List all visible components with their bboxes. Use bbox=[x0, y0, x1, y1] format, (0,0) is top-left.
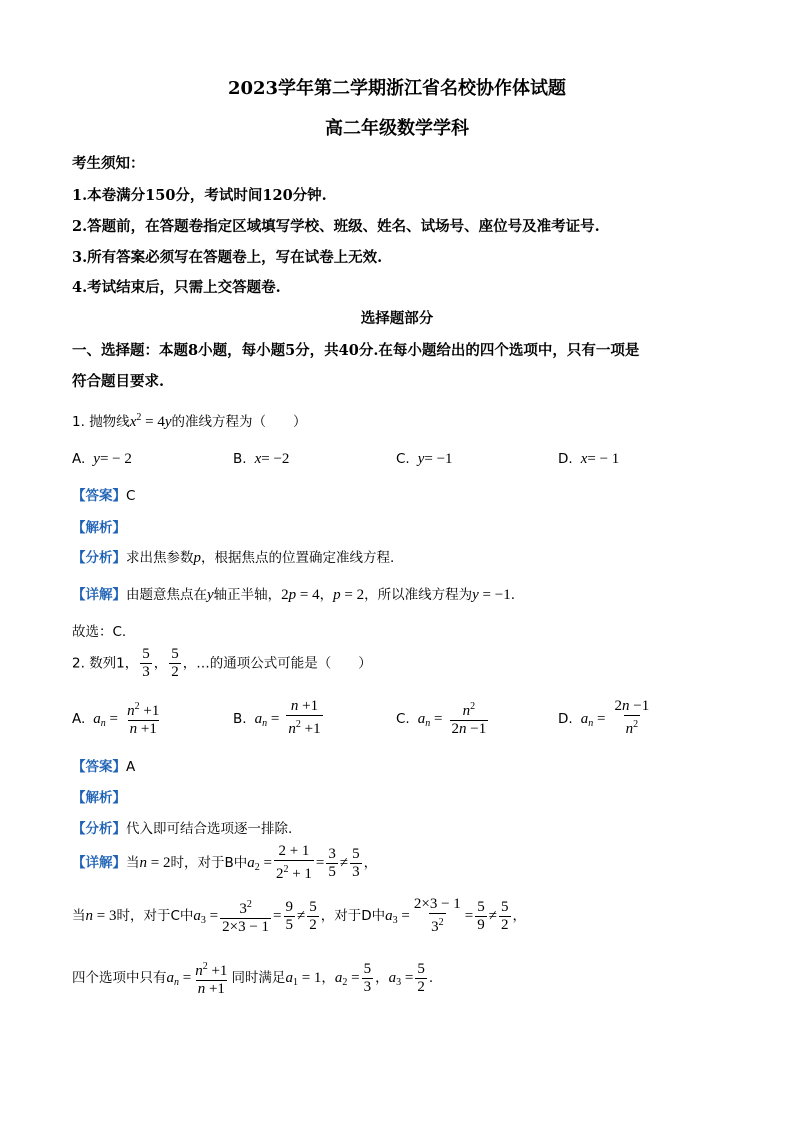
q2-detail-line1: 【详解】当n = 2时，对于B中$a_2$ = $\frac{2 + 1}{2^2 + 1}$ = $\frac{3}{5}$ ≠ $\frac{5}{3}$ ， bbox=[72, 843, 378, 882]
q2-answer: 【答案】A bbox=[72, 759, 136, 775]
q1-option-d: D. x= − 1 bbox=[558, 451, 620, 467]
section-intro: 一、选择题：本题8小题，每小题5分，共40分.在每小题给出的四个选项中，只有一项是 bbox=[72, 342, 640, 359]
q1-option-a: A. y= − 2 bbox=[72, 451, 132, 467]
q1-option-b: B. x= −2 bbox=[233, 451, 290, 467]
q1-option-c: C. y= −1 bbox=[396, 451, 453, 467]
notice-heading: 考生须知： bbox=[72, 155, 145, 172]
q2-detail-line3: 四个选项中只有$a_n$ = $\frac{n^2 +1}{n +1}$ 同时满足$a_1 = 1$，$a_2$ = $\frac{5}{3}$ ，$a_3$ = $\frac{5}{2}$ . bbox=[72, 960, 434, 997]
q1-fenxi: 【分析】求出焦参数p，根据焦点的位置确定准线方程. bbox=[72, 550, 395, 566]
question-2-stem: 2. 数列1， $\frac{5}{3}$ ， $\frac{5}{2}$ ，…的通项公式可能是（ ） bbox=[72, 646, 372, 680]
q2-fenxi: 【分析】代入即可结合选项逐一排除. bbox=[72, 821, 293, 837]
q1-conclusion: 故选：C. bbox=[72, 624, 127, 640]
q1-answer: 【答案】C bbox=[72, 488, 136, 504]
q2-detail-line2: 当n = 3时，对于C中$a_3$ = $\frac{3^2}{2\times 3 - 1}$ = $\frac{9}{5}$ ≠ $\frac{5}{2}$ ，对于D中$a_3$ = $\frac{2\times 3 - 1}{3^2}$ = $\frac{5}{9}$ ≠ $\frac{5}{2}$ ， bbox=[72, 896, 526, 935]
notice-item: 3.所有答案必须写在答题卷上，写在试卷上无效. bbox=[72, 249, 383, 266]
section-title: 选择题部分 bbox=[360, 310, 434, 327]
q1-analysis-tag: 【解析】 bbox=[72, 520, 126, 536]
question-1-stem: 1. 抛物线$x^2 = 4y$的准线方程为（ ） bbox=[72, 412, 307, 430]
section-intro-cont: 符合题目要求. bbox=[72, 373, 165, 390]
q1-detail: 【详解】由题意焦点在y轴正半轴，2p = 4，p = 2，所以准线方程为y = −1. bbox=[72, 587, 515, 603]
notice-item: 1.本卷满分150分，考试时间120分钟. bbox=[72, 187, 327, 204]
q2-analysis-tag: 【解析】 bbox=[72, 790, 126, 806]
q2-option-c: C. $a_n$ = $\frac{n^2}{2n -1}$ bbox=[396, 701, 487, 737]
exam-subtitle: 高二年级数学学科 bbox=[325, 118, 469, 139]
question-number: 1. bbox=[72, 414, 85, 430]
exam-title: 2023学年第二学期浙江省名校协作体试题 bbox=[227, 78, 567, 99]
question-number: 2. bbox=[72, 655, 85, 672]
notice-item: 2.答题前，在答题卷指定区域填写学校、班级、姓名、试场号、座位号及准考证号. bbox=[72, 218, 600, 235]
q2-option-a: A. $a_n$ = $\frac{n^2 +1}{n +1}$ bbox=[72, 701, 160, 737]
notice-item: 4.考试结束后，只需上交答题卷. bbox=[72, 279, 281, 296]
parabola-equation: $x^2 = 4y$ bbox=[129, 412, 172, 430]
q2-option-d: D. $a_n$ = $\frac{2n -1}{n^2}$ bbox=[558, 698, 650, 737]
q2-option-b: B. $a_n$ = $\frac{n +1}{n^2 +1}$ bbox=[233, 698, 321, 737]
